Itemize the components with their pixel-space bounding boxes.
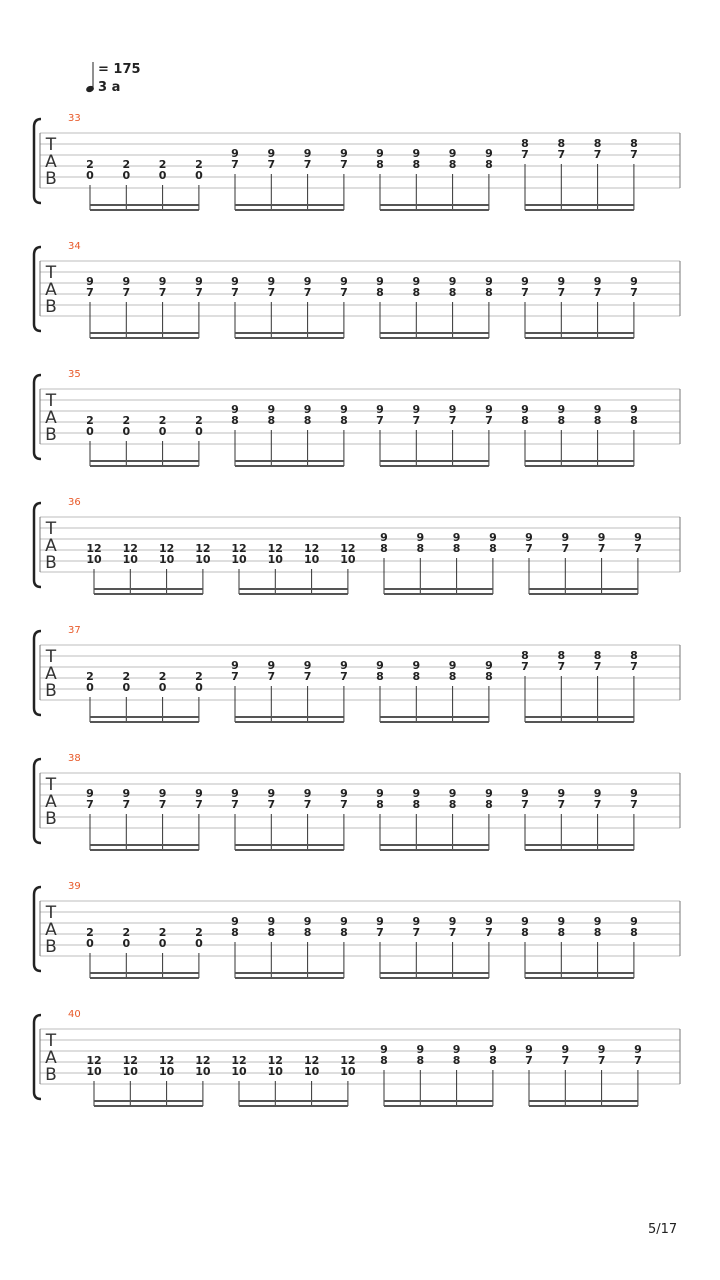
fret-number: 0	[158, 937, 167, 950]
fret-number: 7	[231, 670, 239, 683]
fret-number: 8	[593, 414, 602, 427]
fret-number: 7	[525, 542, 533, 555]
measure-number: 37	[68, 625, 81, 636]
fret-number: 7	[561, 542, 570, 555]
fret-number: 9	[412, 915, 421, 928]
fret-number: 9	[303, 147, 312, 160]
fret-number: 9	[340, 275, 348, 288]
fret-number: 12	[122, 542, 138, 555]
fret-number: 8	[376, 158, 384, 171]
fret-number: 12	[231, 542, 247, 555]
tab-clef-letter: T	[45, 775, 57, 795]
fret-number: 9	[630, 403, 638, 416]
measure-number: 39	[68, 881, 81, 892]
fret-number: 7	[231, 158, 239, 171]
fret-number: 7	[521, 798, 529, 811]
measure-number: 36	[68, 497, 81, 508]
measure-number: 34	[68, 241, 81, 252]
fret-number: 8	[630, 649, 638, 662]
fret-number: 0	[122, 425, 131, 438]
fret-number: 8	[489, 1054, 497, 1067]
fret-number: 9	[630, 787, 638, 800]
fret-number: 9	[267, 915, 276, 928]
fret-number: 10	[303, 1065, 320, 1078]
fret-number: 9	[376, 659, 384, 672]
tab-clef-letter: T	[45, 519, 57, 539]
fret-number: 2	[122, 414, 131, 427]
tab-clef-letter: A	[45, 408, 57, 428]
tab-clef-letter: B	[45, 297, 57, 317]
fret-number: 7	[158, 798, 167, 811]
fret-number: 7	[158, 286, 167, 299]
fret-number: 7	[231, 798, 239, 811]
tab-clef-letter: B	[45, 169, 57, 189]
fret-number: 9	[448, 147, 457, 160]
fret-number: 7	[86, 286, 94, 299]
fret-number: 9	[525, 1043, 533, 1056]
fret-number: 9	[448, 787, 457, 800]
fret-number: 0	[86, 937, 94, 950]
fret-number: 7	[448, 414, 457, 427]
fret-number: 9	[231, 147, 239, 160]
fret-number: 9	[231, 403, 239, 416]
tab-clef-letter: A	[45, 792, 57, 812]
fret-number: 7	[340, 670, 348, 683]
fret-number: 9	[593, 275, 602, 288]
fret-number: 7	[448, 926, 457, 939]
fret-number: 9	[521, 787, 529, 800]
fret-number: 7	[557, 798, 566, 811]
fret-number: 8	[521, 926, 529, 939]
fret-number: 9	[376, 147, 384, 160]
fret-number: 7	[597, 542, 606, 555]
fret-number: 7	[630, 148, 638, 161]
fret-number: 7	[412, 414, 421, 427]
fret-number: 9	[376, 403, 384, 416]
fret-number: 8	[521, 649, 529, 662]
fret-number: 9	[597, 1043, 606, 1056]
fret-number: 2	[86, 414, 94, 427]
fret-number: 12	[303, 1054, 320, 1067]
fret-number: 9	[630, 275, 638, 288]
fret-number: 10	[122, 553, 138, 566]
fret-number: 9	[448, 659, 457, 672]
fret-number: 9	[597, 531, 606, 544]
measure-number: 35	[68, 369, 81, 380]
fret-number: 7	[634, 1054, 642, 1067]
fret-number: 7	[521, 148, 529, 161]
fret-number: 8	[593, 649, 602, 662]
fret-number: 0	[158, 681, 167, 694]
fret-number: 7	[557, 660, 566, 673]
tab-clef-letter: T	[45, 391, 57, 411]
fret-number: 9	[557, 275, 566, 288]
fret-number: 9	[86, 787, 94, 800]
fret-number: 9	[267, 403, 276, 416]
fret-number: 9	[158, 787, 167, 800]
tab-clef-letter: B	[45, 1065, 57, 1085]
fret-number: 0	[158, 169, 167, 182]
fret-number: 8	[448, 670, 457, 683]
fret-number: 8	[485, 798, 493, 811]
fret-number: 9	[340, 659, 348, 672]
fret-number: 9	[122, 275, 131, 288]
fret-number: 7	[593, 660, 602, 673]
tab-clef-letter: A	[45, 1048, 57, 1068]
fret-number: 8	[448, 798, 457, 811]
fret-number: 9	[448, 275, 457, 288]
fret-number: 12	[267, 542, 283, 555]
fret-number: 10	[340, 1065, 356, 1078]
fret-number: 0	[86, 681, 94, 694]
fret-number: 10	[340, 553, 356, 566]
fret-number: 8	[630, 414, 638, 427]
fret-number: 9	[561, 1043, 570, 1056]
fret-number: 10	[195, 1065, 211, 1078]
measure-number: 38	[68, 753, 81, 764]
fret-number: 12	[122, 1054, 138, 1067]
fret-number: 7	[525, 1054, 533, 1067]
fret-number: 8	[452, 1054, 461, 1067]
fret-number: 9	[630, 915, 638, 928]
fret-number: 7	[340, 286, 348, 299]
fret-number: 9	[485, 275, 493, 288]
fret-number: 9	[380, 531, 388, 544]
fret-number: 8	[521, 137, 529, 150]
tuning-marking: 3 a	[98, 80, 121, 95]
fret-number: 9	[557, 915, 566, 928]
fret-number: 8	[380, 542, 388, 555]
fret-number: 9	[525, 531, 533, 544]
fret-number: 0	[86, 425, 94, 438]
fret-number: 7	[634, 542, 642, 555]
fret-number: 8	[231, 926, 239, 939]
fret-number: 8	[485, 670, 493, 683]
tab-clef-letter: T	[45, 903, 57, 923]
tab-clef-letter: T	[45, 263, 57, 283]
fret-number: 7	[521, 660, 529, 673]
fret-number: 7	[630, 286, 638, 299]
tab-clef-letter: B	[45, 553, 57, 573]
tempo-marking: = 175	[98, 62, 141, 77]
fret-number: 9	[267, 275, 276, 288]
fret-number: 2	[122, 926, 131, 939]
fret-number: 8	[448, 158, 457, 171]
fret-number: 12	[267, 1054, 283, 1067]
fret-number: 7	[561, 1054, 570, 1067]
fret-number: 7	[593, 286, 602, 299]
fret-number: 9	[485, 659, 493, 672]
fret-number: 9	[416, 531, 425, 544]
fret-number: 9	[376, 915, 384, 928]
fret-number: 9	[489, 1043, 497, 1056]
fret-number: 9	[557, 403, 566, 416]
fret-number: 8	[557, 414, 566, 427]
fret-number: 7	[485, 414, 493, 427]
fret-number: 8	[485, 158, 493, 171]
fret-number: 9	[340, 915, 348, 928]
fret-number: 7	[412, 926, 421, 939]
tab-clef-letter: T	[45, 135, 57, 155]
tab-clef-letter: A	[45, 920, 57, 940]
fret-number: 7	[630, 660, 638, 673]
fret-number: 7	[485, 926, 493, 939]
fret-number: 2	[122, 158, 131, 171]
fret-number: 8	[557, 926, 566, 939]
fret-number: 10	[267, 553, 283, 566]
fret-number: 8	[416, 542, 425, 555]
fret-number: 9	[452, 531, 461, 544]
fret-number: 7	[340, 158, 348, 171]
fret-number: 8	[231, 414, 239, 427]
page-number: 5/17	[648, 1222, 678, 1237]
fret-number: 7	[593, 798, 602, 811]
fret-number: 9	[521, 915, 529, 928]
fret-number: 9	[561, 531, 570, 544]
fret-number: 10	[303, 553, 320, 566]
fret-number: 8	[380, 1054, 388, 1067]
fret-number: 8	[412, 158, 421, 171]
fret-number: 8	[521, 414, 529, 427]
fret-number: 9	[86, 275, 94, 288]
fret-number: 9	[303, 787, 312, 800]
fret-number: 8	[593, 137, 602, 150]
tab-clef-letter: B	[45, 681, 57, 701]
tab-clef-letter: A	[45, 152, 57, 172]
fret-number: 12	[231, 1054, 247, 1067]
fret-number: 7	[122, 286, 131, 299]
fret-number: 0	[122, 937, 131, 950]
fret-number: 12	[303, 542, 320, 555]
fret-number: 2	[86, 670, 94, 683]
fret-number: 9	[231, 787, 239, 800]
tab-clef-letter: T	[45, 1031, 57, 1051]
fret-number: 10	[86, 1065, 102, 1078]
fret-number: 10	[195, 553, 211, 566]
fret-number: 0	[195, 169, 203, 182]
fret-number: 9	[634, 1043, 642, 1056]
fret-number: 10	[158, 1065, 175, 1078]
fret-number: 12	[158, 542, 175, 555]
fret-number: 9	[231, 275, 239, 288]
fret-number: 8	[416, 1054, 425, 1067]
fret-number: 9	[485, 403, 493, 416]
fret-number: 2	[86, 926, 94, 939]
fret-number: 2	[195, 414, 203, 427]
fret-number: 12	[195, 1054, 211, 1067]
tab-clef-letter: B	[45, 425, 57, 445]
fret-number: 0	[122, 681, 131, 694]
fret-number: 2	[158, 926, 167, 939]
fret-number: 10	[267, 1065, 283, 1078]
fret-number: 9	[448, 403, 457, 416]
fret-number: 7	[122, 798, 131, 811]
fret-number: 9	[557, 787, 566, 800]
fret-number: 9	[267, 659, 276, 672]
fret-number: 9	[158, 275, 167, 288]
fret-number: 2	[86, 158, 94, 171]
fret-number: 2	[158, 670, 167, 683]
tab-clef-letter: B	[45, 937, 57, 957]
fret-number: 7	[303, 158, 312, 171]
fret-number: 9	[489, 531, 497, 544]
fret-number: 9	[485, 915, 493, 928]
fret-number: 9	[267, 147, 276, 160]
fret-number: 9	[448, 915, 457, 928]
fret-number: 8	[630, 926, 638, 939]
fret-number: 8	[448, 286, 457, 299]
fret-number: 9	[231, 659, 239, 672]
fret-number: 7	[376, 926, 384, 939]
fret-number: 2	[195, 670, 203, 683]
fret-number: 2	[195, 158, 203, 171]
fret-number: 8	[485, 286, 493, 299]
fret-number: 7	[557, 148, 566, 161]
fret-number: 8	[376, 670, 384, 683]
fret-number: 8	[489, 542, 497, 555]
fret-number: 9	[416, 1043, 425, 1056]
fret-number: 9	[340, 403, 348, 416]
fret-number: 9	[412, 147, 421, 160]
fret-number: 7	[376, 414, 384, 427]
fret-number: 8	[303, 414, 312, 427]
fret-number: 0	[122, 169, 131, 182]
fret-number: 12	[340, 1054, 356, 1067]
fret-number: 0	[195, 937, 203, 950]
fret-number: 9	[412, 659, 421, 672]
fret-number: 9	[485, 147, 493, 160]
fret-number: 7	[195, 286, 203, 299]
fret-number: 9	[376, 275, 384, 288]
fret-number: 7	[86, 798, 94, 811]
fret-number: 12	[158, 1054, 175, 1067]
fret-number: 9	[122, 787, 131, 800]
fret-number: 9	[412, 787, 421, 800]
fret-number: 7	[630, 798, 638, 811]
measure-number: 33	[68, 113, 81, 124]
fret-number: 8	[557, 137, 566, 150]
fret-number: 7	[231, 286, 239, 299]
fret-number: 9	[452, 1043, 461, 1056]
fret-number: 7	[557, 286, 566, 299]
fret-number: 7	[340, 798, 348, 811]
fret-number: 7	[195, 798, 203, 811]
fret-number: 0	[158, 425, 167, 438]
fret-number: 9	[521, 403, 529, 416]
fret-number: 2	[158, 414, 167, 427]
fret-number: 8	[452, 542, 461, 555]
fret-number: 7	[303, 670, 312, 683]
tab-clef-letter: B	[45, 809, 57, 829]
fret-number: 12	[195, 542, 211, 555]
fret-number: 7	[267, 798, 276, 811]
tab-clef-letter: T	[45, 647, 57, 667]
fret-number: 9	[485, 787, 493, 800]
fret-number: 7	[267, 670, 276, 683]
fret-number: 8	[376, 798, 384, 811]
fret-number: 8	[412, 286, 421, 299]
fret-number: 9	[231, 915, 239, 928]
fret-number: 9	[634, 531, 642, 544]
fret-number: 9	[267, 787, 276, 800]
fret-number: 9	[195, 787, 203, 800]
fret-number: 9	[380, 1043, 388, 1056]
fret-number: 8	[412, 670, 421, 683]
fret-number: 8	[593, 926, 602, 939]
fret-number: 9	[303, 403, 312, 416]
fret-number: 12	[86, 542, 102, 555]
fret-number: 7	[593, 148, 602, 161]
fret-number: 8	[557, 649, 566, 662]
fret-number: 8	[267, 926, 276, 939]
fret-number: 9	[195, 275, 203, 288]
fret-number: 2	[158, 158, 167, 171]
fret-number: 9	[412, 275, 421, 288]
fret-number: 0	[195, 425, 203, 438]
fret-number: 8	[340, 926, 348, 939]
fret-number: 9	[593, 915, 602, 928]
fret-number: 7	[303, 286, 312, 299]
fret-number: 8	[376, 286, 384, 299]
fret-number: 8	[630, 137, 638, 150]
fret-number: 9	[340, 787, 348, 800]
tab-clef-letter: A	[45, 280, 57, 300]
fret-number: 10	[86, 553, 102, 566]
fret-number: 10	[122, 1065, 138, 1078]
fret-number: 9	[303, 275, 312, 288]
fret-number: 0	[195, 681, 203, 694]
fret-number: 9	[376, 787, 384, 800]
fret-number: 10	[231, 553, 247, 566]
fret-number: 2	[122, 670, 131, 683]
fret-number: 7	[267, 286, 276, 299]
fret-number: 12	[340, 542, 356, 555]
fret-number: 7	[267, 158, 276, 171]
fret-number: 9	[303, 659, 312, 672]
fret-number: 12	[86, 1054, 102, 1067]
fret-number: 8	[340, 414, 348, 427]
fret-number: 2	[195, 926, 203, 939]
fret-number: 9	[593, 403, 602, 416]
fret-number: 8	[412, 798, 421, 811]
measure-number: 40	[68, 1009, 81, 1020]
fret-number: 8	[303, 926, 312, 939]
fret-number: 10	[158, 553, 175, 566]
fret-number: 9	[593, 787, 602, 800]
fret-number: 7	[597, 1054, 606, 1067]
fret-number: 9	[412, 403, 421, 416]
fret-number: 0	[86, 169, 94, 182]
fret-number: 9	[303, 915, 312, 928]
fret-number: 7	[521, 286, 529, 299]
fret-number: 9	[340, 147, 348, 160]
fret-number: 8	[267, 414, 276, 427]
fret-number: 9	[521, 275, 529, 288]
tab-clef-letter: A	[45, 536, 57, 556]
tab-clef-letter: A	[45, 664, 57, 684]
fret-number: 10	[231, 1065, 247, 1078]
fret-number: 7	[303, 798, 312, 811]
